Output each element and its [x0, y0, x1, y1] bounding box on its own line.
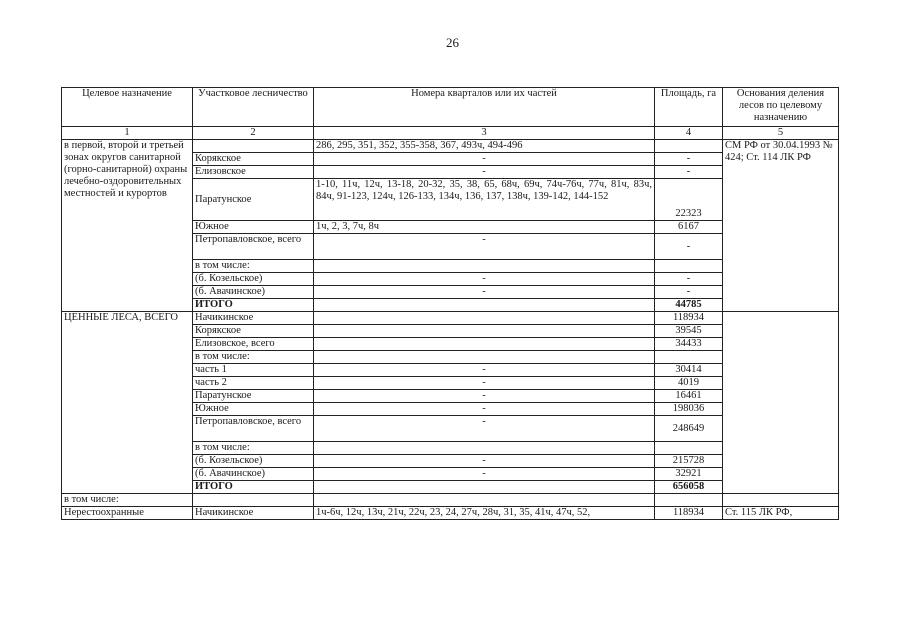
forestry-cell: (б. Козельское): [193, 273, 314, 286]
area-cell: 248649: [655, 416, 723, 442]
blocks-cell: 1ч, 2, 3, 7ч, 8ч: [314, 221, 655, 234]
forestry-cell: (б. Авачинское): [193, 286, 314, 299]
forestry-cell: Южное: [193, 221, 314, 234]
forestry-cell: Корякское: [193, 153, 314, 166]
forestry-cell: Паратунское: [193, 179, 314, 221]
subheading-cell: в том числе:: [62, 494, 193, 507]
forestry-cell: Паратунское: [193, 390, 314, 403]
forestry-cell: [193, 140, 314, 153]
blocks-cell: -: [314, 377, 655, 390]
area-cell: 39545: [655, 325, 723, 338]
area-cell: 118934: [655, 507, 723, 520]
purpose-cell: Нерестоохранные: [62, 507, 193, 520]
column-number: 3: [314, 127, 655, 140]
blocks-cell: -: [314, 416, 655, 442]
table-row: [62, 494, 839, 507]
blocks-cell: [314, 442, 655, 455]
area-cell: 118934: [655, 312, 723, 325]
area-cell: 656058: [655, 481, 723, 494]
forestry-cell: Елизовское: [193, 166, 314, 179]
area-cell: 198036: [655, 403, 723, 416]
header-area: Площадь, га: [655, 88, 723, 127]
area-cell: [655, 442, 723, 455]
area-cell: 6167: [655, 221, 723, 234]
blocks-cell: -: [314, 390, 655, 403]
area-cell: 34433: [655, 338, 723, 351]
blocks-cell: 1-10, 11ч, 12ч, 13-18, 20-32, 35, 38, 65, 68ч, 69ч, 74ч-76ч, 77ч, 81ч, 83ч, 84ч, 91-123, 124ч, 126-133, 134ч, 136, 137, 138ч, 139-142, 144-152: [314, 179, 655, 221]
column-number: 1: [62, 127, 193, 140]
blocks-cell: [314, 312, 655, 325]
blocks-cell: 286, 295, 351, 352, 355-358, 367, 493ч, 494-496: [314, 140, 655, 153]
forestry-cell: Елизовское, всего: [193, 338, 314, 351]
blocks-cell: 1ч-6ч, 12ч, 13ч, 21ч, 22ч, 23, 24, 27ч, 28ч, 31, 35, 41ч, 47ч, 52,: [314, 507, 655, 520]
blocks-cell: [314, 494, 655, 507]
blocks-cell: -: [314, 468, 655, 481]
blocks-cell: -: [314, 364, 655, 377]
blocks-cell: [314, 325, 655, 338]
table-header-row: [62, 88, 839, 127]
area-cell: 16461: [655, 390, 723, 403]
table-row: [62, 312, 839, 325]
area-cell: -: [655, 166, 723, 179]
basis-cell: [723, 494, 839, 507]
blocks-cell: -: [314, 166, 655, 179]
blocks-cell: -: [314, 286, 655, 299]
forestry-cell: в том числе:: [193, 351, 314, 364]
forestry-cell: Петропавловское, всего: [193, 416, 314, 442]
page-number: 26: [446, 35, 459, 50]
header-forestry: Участковое лесничество: [193, 88, 314, 127]
blocks-cell: [314, 481, 655, 494]
basis-cell: [723, 312, 839, 494]
blocks-cell: [314, 351, 655, 364]
area-cell: -: [655, 153, 723, 166]
area-cell: [655, 494, 723, 507]
basis-cell: СМ РФ от 30.04.1993 № 424; Ст. 114 ЛК РФ: [723, 140, 839, 312]
column-number: 5: [723, 127, 839, 140]
forestry-cell: в том числе:: [193, 260, 314, 273]
forestry-cell: Корякское: [193, 325, 314, 338]
blocks-cell: [314, 299, 655, 312]
column-number: 4: [655, 127, 723, 140]
forestry-cell: [193, 494, 314, 507]
area-cell: -: [655, 273, 723, 286]
header-blocks: Номера кварталов или их частей: [314, 88, 655, 127]
forest-purpose-table: [61, 87, 839, 520]
area-cell: -: [655, 234, 723, 260]
forestry-cell: (б. Козельское): [193, 455, 314, 468]
area-cell: -: [655, 286, 723, 299]
area-cell: [655, 260, 723, 273]
blocks-cell: [314, 260, 655, 273]
forestry-cell: (б. Авачинское): [193, 468, 314, 481]
table-row: [62, 507, 839, 520]
blocks-cell: -: [314, 234, 655, 260]
blocks-cell: -: [314, 455, 655, 468]
column-number-row: [62, 127, 839, 140]
forestry-cell: ИТОГО: [193, 481, 314, 494]
column-number: 2: [193, 127, 314, 140]
area-cell: [655, 140, 723, 153]
area-cell: 4019: [655, 377, 723, 390]
area-cell: 32921: [655, 468, 723, 481]
blocks-cell: -: [314, 403, 655, 416]
header-purpose: Целевое назначение: [62, 88, 193, 127]
header-basis: Основания деления лесов по целевому назначению: [723, 88, 839, 127]
area-cell: 215728: [655, 455, 723, 468]
forestry-cell: Начикинское: [193, 312, 314, 325]
area-cell: 44785: [655, 299, 723, 312]
forestry-cell: Петропавловское, всего: [193, 234, 314, 260]
forestry-cell: Начикинское: [193, 507, 314, 520]
forestry-cell: ИТОГО: [193, 299, 314, 312]
forestry-cell: часть 1: [193, 364, 314, 377]
purpose-cell: в первой, второй и третьей зонах округов санитарной (горно-санитарной) охраны лечебно-оздоровительных местностей и курортов: [62, 140, 193, 312]
purpose-cell: ЦЕННЫЕ ЛЕСА, ВСЕГО: [62, 312, 193, 494]
blocks-cell: -: [314, 273, 655, 286]
forestry-cell: часть 2: [193, 377, 314, 390]
blocks-cell: [314, 338, 655, 351]
area-cell: 22323: [655, 179, 723, 221]
basis-cell: Ст. 115 ЛК РФ,: [723, 507, 839, 520]
area-cell: [655, 351, 723, 364]
forestry-cell: в том числе:: [193, 442, 314, 455]
area-cell: 30414: [655, 364, 723, 377]
forestry-cell: Южное: [193, 403, 314, 416]
blocks-cell: -: [314, 153, 655, 166]
table-row: [62, 140, 839, 153]
